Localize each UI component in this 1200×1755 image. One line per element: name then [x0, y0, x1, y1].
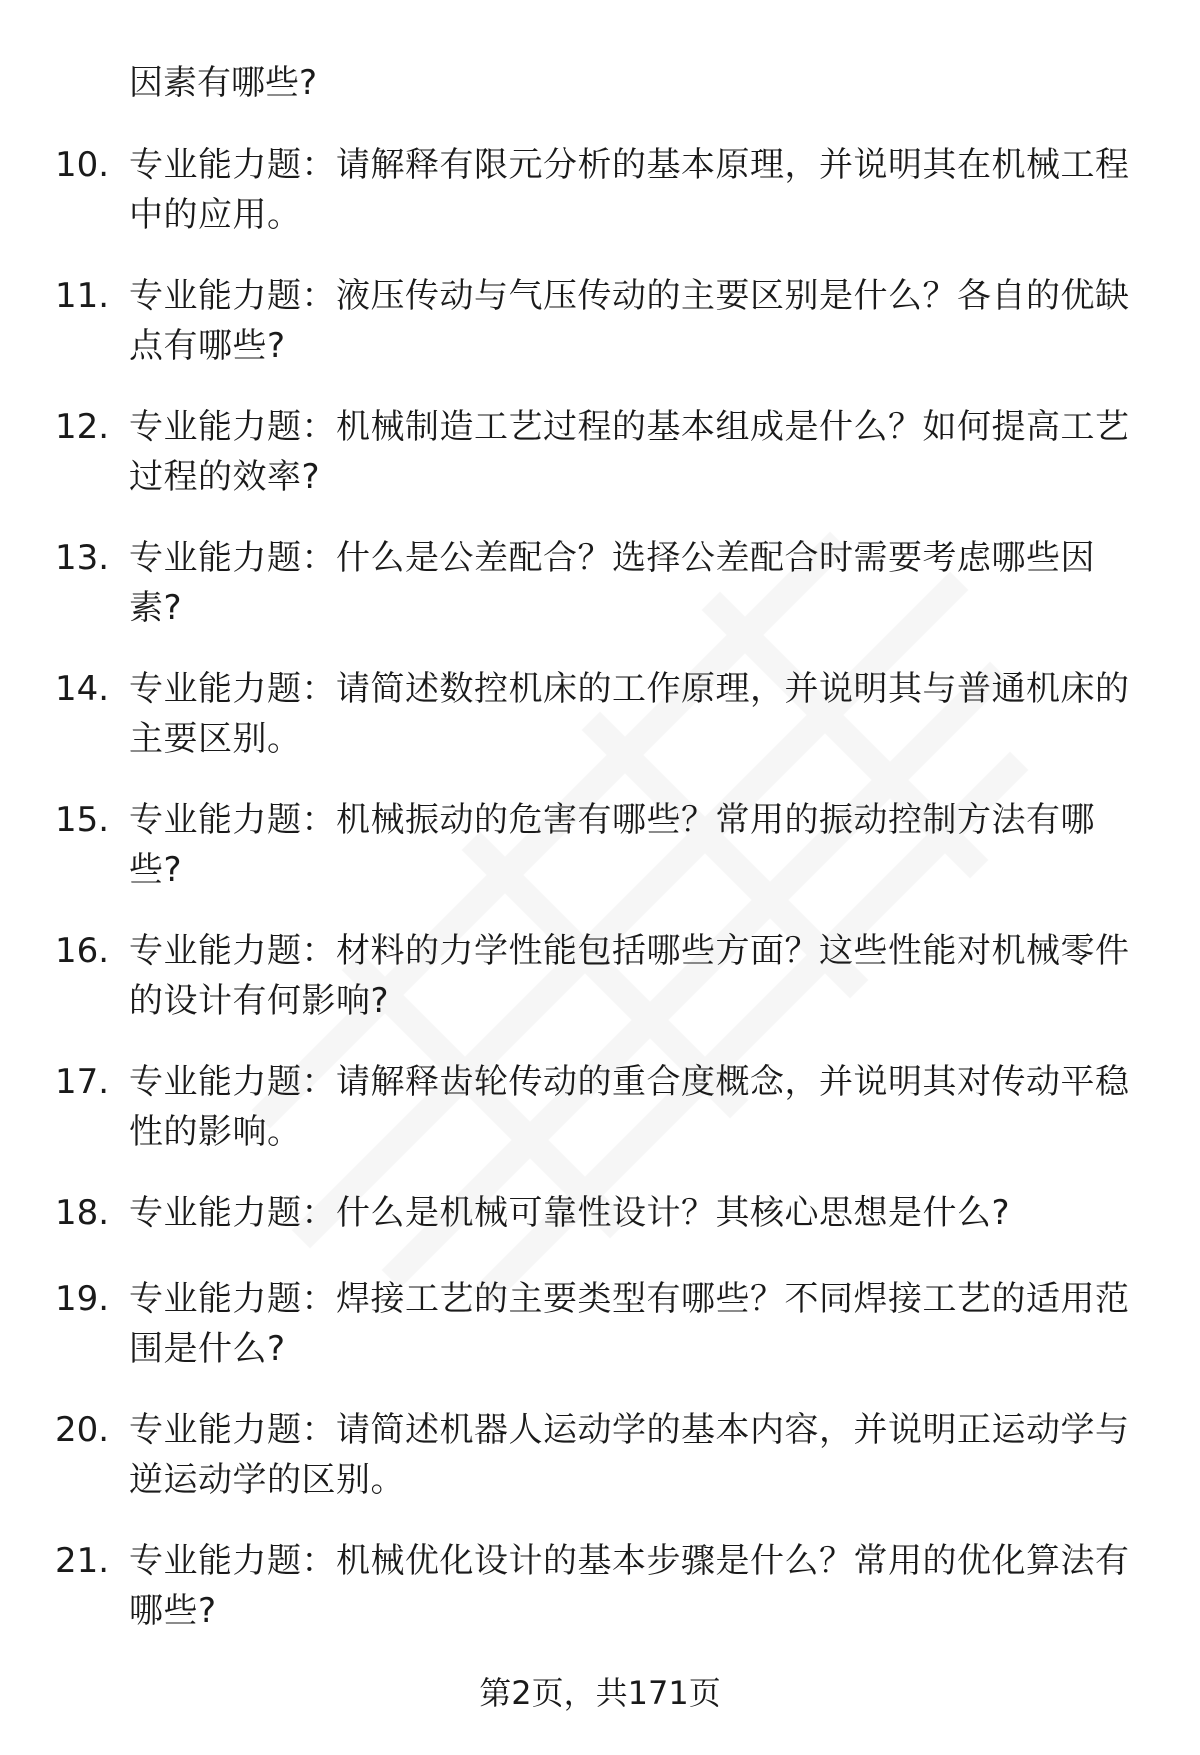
item-text: 专业能力题：液压传动与气压传动的主要区别是什么？各自的优缺点有哪些? [129, 276, 1130, 366]
list-item [0, 1057, 1200, 1188]
list-item [0, 1536, 1200, 1667]
item-text: 专业能力题：焊接工艺的主要类型有哪些？不同焊接工艺的适用范围是什么? [129, 1279, 1130, 1369]
item-number: 18. [55, 1193, 110, 1233]
list-item [0, 533, 1200, 664]
item-text: 专业能力题：请简述数控机床的工作原理，并说明其与普通机床的主要区别。 [129, 669, 1130, 759]
item-number: 19. [55, 1279, 110, 1319]
question-list [0, 140, 1200, 1667]
item-text: 专业能力题：请简述机器人运动学的基本内容，并说明正运动学与逆运动学的区别。 [129, 1410, 1130, 1500]
list-item [0, 271, 1200, 402]
item-text: 专业能力题：请解释齿轮传动的重合度概念，并说明其对传动平稳性的影响。 [129, 1062, 1130, 1152]
list-item [0, 140, 1200, 271]
list-item [0, 1274, 1200, 1405]
item-text: 专业能力题：请解释有限元分析的基本原理，并说明其在机械工程中的应用。 [129, 145, 1130, 235]
list-item [0, 402, 1200, 533]
list-item [0, 664, 1200, 795]
item-number: 17. [55, 1062, 110, 1102]
list-item [0, 1405, 1200, 1536]
item-number: 21. [55, 1541, 110, 1581]
continuation-text: 因素有哪些? [129, 63, 318, 103]
item-number: 10. [55, 145, 110, 185]
item-number: 13. [55, 538, 110, 578]
item-number: 20. [55, 1410, 110, 1450]
item-number: 11. [55, 276, 110, 316]
item-number: 15. [55, 800, 110, 840]
item-text: 专业能力题：机械优化设计的基本步骤是什么？常用的优化算法有哪些? [129, 1541, 1130, 1631]
list-item [0, 1188, 1200, 1274]
item-text: 专业能力题：什么是机械可靠性设计？其核心思想是什么? [129, 1193, 1011, 1233]
item-text: 专业能力题：机械制造工艺过程的基本组成是什么？如何提高工艺过程的效率? [129, 407, 1130, 497]
list-item [0, 795, 1200, 926]
item-number: 14. [55, 669, 110, 709]
item-text: 专业能力题：机械振动的危害有哪些？常用的振动控制方法有哪些? [129, 800, 1095, 890]
item-text: 专业能力题：什么是公差配合？选择公差配合时需要考虑哪些因素? [129, 538, 1095, 628]
item-number: 12. [55, 407, 110, 447]
item-text: 专业能力题：材料的力学性能包括哪些方面？这些性能对机械零件的设计有何影响? [129, 931, 1130, 1021]
page-footer: 第2页，共171页 [479, 1674, 721, 1712]
list-item [0, 926, 1200, 1057]
item-number: 16. [55, 931, 110, 971]
